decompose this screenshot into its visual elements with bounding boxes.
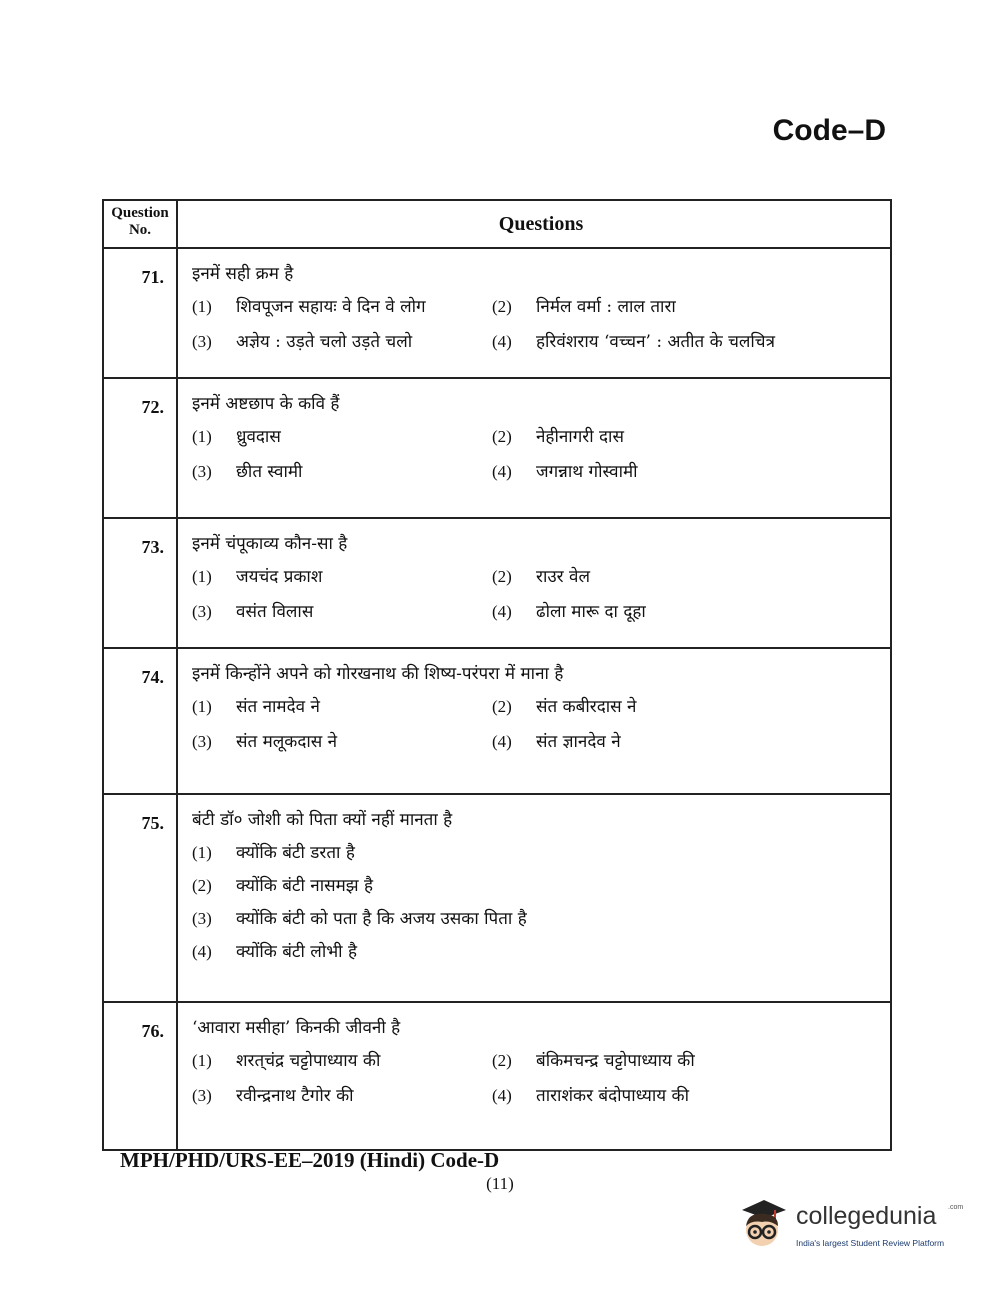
question-table [102, 199, 892, 1151]
option-4: (4) ताराशंकर बंदोपाध्याय की [492, 1086, 689, 1106]
page-number: (11) [486, 1174, 514, 1193]
header-question-no: Question No. [104, 201, 178, 247]
logo-domain-suffix: .com [948, 1204, 964, 1211]
option-3: (3) वसंत विलास [192, 602, 314, 622]
question-row [104, 377, 890, 517]
option-4: (4) संत ज्ञानदेव ने [492, 732, 621, 752]
option-3: (3) छीत स्वामी [192, 462, 303, 482]
question-row [104, 517, 890, 647]
header-questions: Questions [498, 213, 584, 235]
question-row [104, 647, 890, 793]
question-stem: इनमें सही क्रम है [192, 264, 294, 284]
option-4: (4) हरिवंशराय ‘वच्चन’ : अतीत के चलचित्र [492, 332, 775, 352]
question-stem: ‘आवारा मसीहा’ किनकी जीवनी है [192, 1018, 401, 1038]
collegedunia-logo [734, 1196, 964, 1256]
option-4: (4) जगन्नाथ गोस्वामी [492, 462, 638, 482]
option-4: (4) क्योंकि बंटी लोभी है [192, 942, 358, 962]
student-mascot-icon [734, 1196, 790, 1256]
option-1: (1) शरत्‌चंद्र चट्टोपाध्याय की [192, 1051, 381, 1071]
paper-footer-code: MPH/PHD/URS-EE–2019 (Hindi) Code-D [120, 1148, 500, 1172]
option-1: (1) जयचंद प्रकाश [192, 567, 323, 587]
question-number: 75. [104, 795, 178, 1001]
option-2: (2) निर्मल वर्मा : लाल तारा [492, 297, 676, 317]
logo-wordmark: collegedunia [796, 1202, 937, 1230]
option-3: (3) क्योंकि बंटी को पता है कि अजय उसका पिता है [192, 909, 527, 929]
question-number: 71. [104, 249, 178, 377]
option-2: (2) नेहीनागरी दास [492, 427, 624, 447]
question-row [104, 1001, 890, 1149]
question-number: 76. [104, 1003, 178, 1149]
option-3: (3) अज्ञेय : उड़ते चलो उड़ते चलो [192, 332, 413, 352]
question-row [104, 247, 890, 377]
option-2: (2) क्योंकि बंटी नासमझ है [192, 876, 374, 896]
option-2: (2) संत कबीरदास ने [492, 697, 637, 717]
option-2: (2) बंकिमचन्द्र चट्टोपाध्याय की [492, 1051, 695, 1071]
logo-tagline: India's largest Student Review Platform [796, 1238, 945, 1248]
option-4: (4) ढोला मारू दा दूहा [492, 602, 646, 622]
question-number: 72. [104, 379, 178, 517]
option-3: (3) रवीन्द्रनाथ टैगोर की [192, 1086, 354, 1106]
question-stem: बंटी डॉ० जोशी को पिता क्यों नहीं मानता है [192, 810, 453, 830]
option-1: (1) संत नामदेव ने [192, 697, 320, 717]
question-stem: इनमें चंपूकाव्य कौन-सा है [192, 534, 348, 554]
option-1: (1) ध्रुवदास [192, 427, 281, 447]
question-stem: इनमें अष्टछाप के कवि हैं [192, 394, 340, 414]
option-3: (3) संत मलूकदास ने [192, 732, 338, 752]
question-row [104, 793, 890, 1001]
option-2: (2) राउर वेल [492, 567, 591, 587]
table-header [104, 201, 890, 247]
option-1: (1) क्योंकि बंटी डरता है [192, 843, 355, 863]
question-stem: इनमें किन्होंने अपने को गोरखनाथ की शिष्य-परंपरा में माना है [192, 664, 564, 684]
question-number: 74. [104, 649, 178, 793]
question-number: 73. [104, 519, 178, 647]
paper-code-label: Code–D [772, 114, 886, 147]
option-1: (1) शिवपूजन सहायः वे दिन वे लोग [192, 297, 426, 317]
